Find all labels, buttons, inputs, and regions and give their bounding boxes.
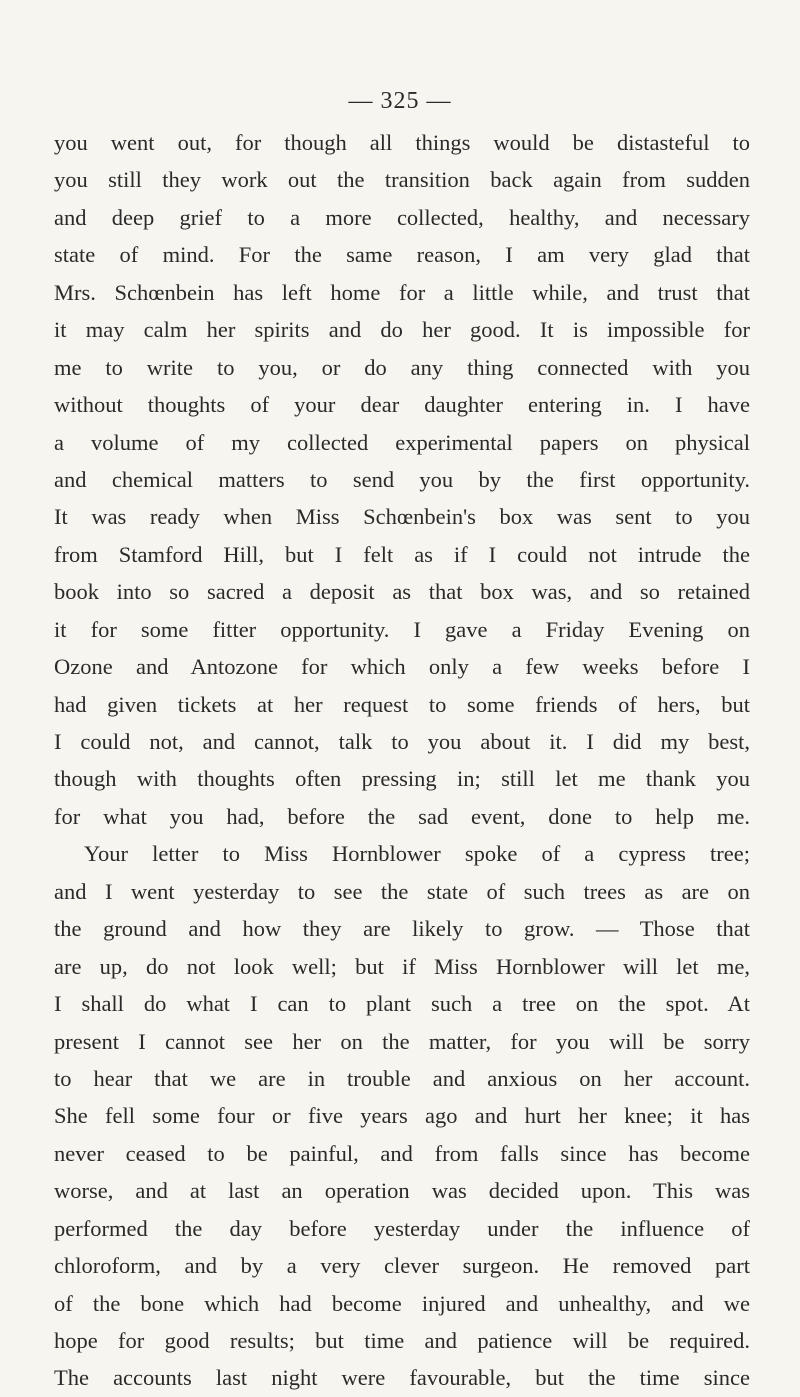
text-line: Ozone and Antozone for which only a few weeks before I (54, 654, 750, 680)
text-line: It was ready when Miss Schœnbein's box was sent to you (54, 504, 750, 530)
text-line: I shall do what I can to plant such a tree on the spot. At (54, 991, 750, 1017)
text-line: She fell some four or five years ago and hurt her knee; it has (54, 1103, 750, 1129)
text-line: it for some fitter opportunity. I gave a Friday Evening on (54, 616, 750, 642)
text-line: and I went yesterday to see the state of such trees as are on (54, 878, 750, 904)
text-line: worse, and at last an operation was decided upon. This was (54, 1178, 750, 1204)
text-line: without thoughts of your dear daughter entering in. I have (54, 392, 750, 418)
paragraph-start-line: Your letter to Miss Hornblower spoke of a cypress tree; (84, 841, 750, 867)
text-line: present I cannot see her on the matter, for you will be sorry (54, 1028, 750, 1054)
letter-text (54, 124, 750, 1397)
text-line: chloroform, and by a very clever surgeon. He removed part (54, 1253, 750, 1279)
text-line: had given tickets at her request to some friends of hers, but (54, 691, 750, 717)
text-line: are up, do not look well; but if Miss Hornblower will let me, (54, 953, 750, 979)
text-line: I could not, and cannot, talk to you about it. I did my best, (54, 729, 750, 754)
text-line: book into so sacred a deposit as that box was, and so retained (54, 579, 750, 605)
text-line: state of mind. For the same reason, I am very glad that (54, 242, 750, 268)
text-line: Mrs. Schœnbein has left home for a little while, and trust that (54, 279, 750, 305)
text-line: of the bone which had become injured and unhealthy, and we (54, 1290, 750, 1316)
text-line: you still they work out the transition back again from sudden (54, 167, 750, 193)
text-line: from Stamford Hill, but I felt as if I could not intrude the (54, 541, 750, 567)
text-line: though with thoughts often pressing in; still let me thank you (54, 766, 750, 792)
page-number: — 325 — (348, 88, 452, 114)
text-line: hope for good results; but time and patience will be required. (54, 1328, 750, 1353)
text-line: and chemical matters to send you by the first opportunity. (54, 466, 750, 492)
text-line: a volume of my collected experimental papers on physical (54, 429, 750, 455)
text-line: and deep grief to a more collected, healthy, and necessary (54, 204, 750, 230)
text-line: the ground and how they are likely to grow. — Those that (54, 916, 750, 942)
text-line: me to write to you, or do any thing connected with you (54, 354, 750, 380)
text-line: to hear that we are in trouble and anxious on her account. (54, 1065, 750, 1091)
text-line: it may calm her spirits and do her good. It is impossible for (54, 317, 750, 343)
text-line: never ceased to be painful, and from falls since has become (54, 1140, 750, 1166)
text-line: The accounts last night were favourable, but the time since (54, 1365, 750, 1391)
text-line: performed the day before yesterday under the influence of (54, 1215, 750, 1241)
text-line: you went out, for though all things would be distasteful to (54, 130, 750, 155)
text-line: for what you had, before the sad event, done to help me. (54, 803, 750, 829)
